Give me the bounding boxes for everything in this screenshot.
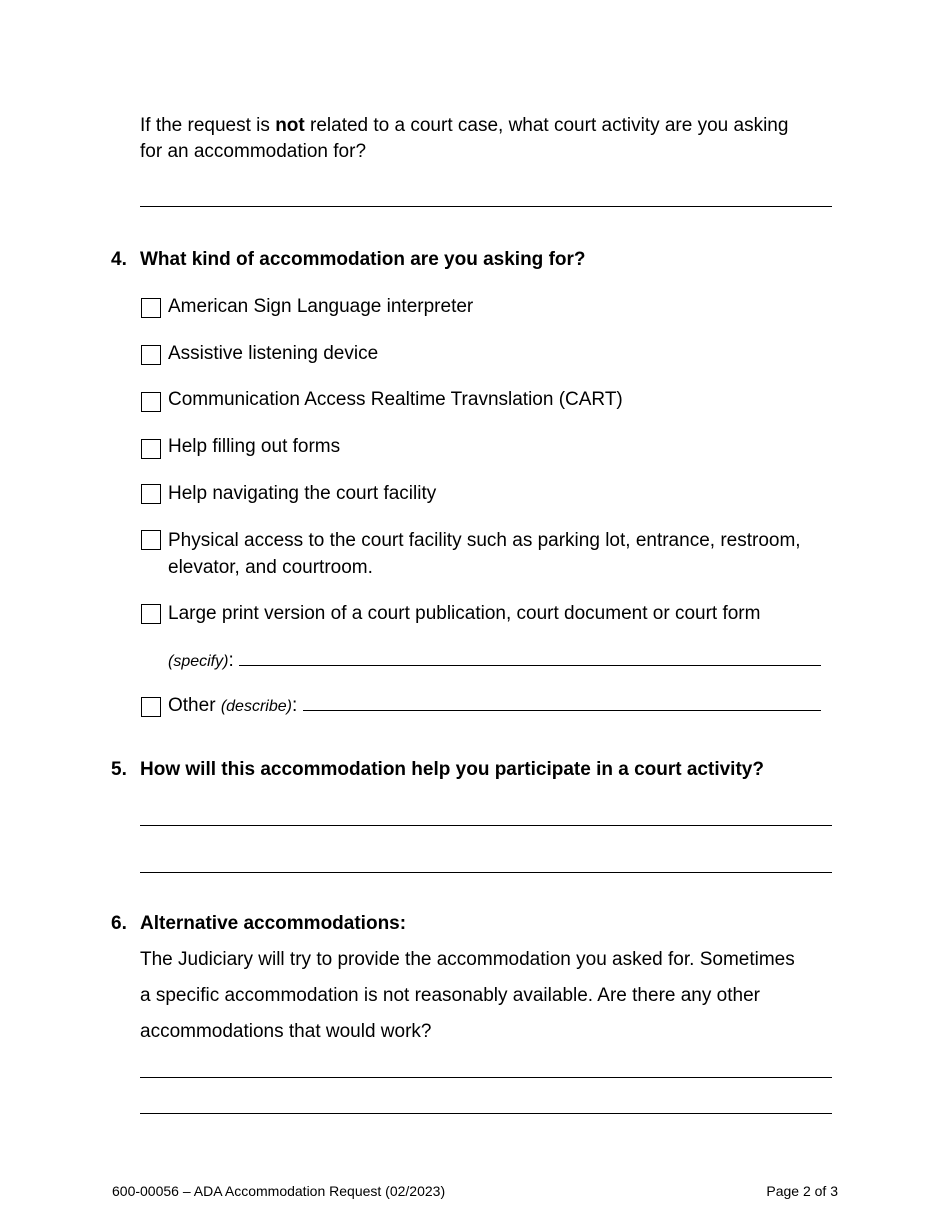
specify-colon: : [228,650,234,671]
physical-access-label-cont: elevator, and courtroom. [168,557,373,578]
large-print-label: Large print version of a court publication, court document or court form [168,603,761,624]
intro-question-line1 [140,113,788,139]
intro-text-pre: If the request is [140,115,276,136]
intro-question-line2: for an accommodation for? [140,141,367,162]
q6-answer-line-1[interactable] [140,1077,832,1078]
asl-interpreter-checkbox[interactable] [141,298,161,318]
footer-form-id: 600-00056 – ADA Accommodation Request (02/2023) [112,1183,446,1199]
q6-body-line-3: accommodations that would work? [140,1021,432,1042]
specify-input-line[interactable] [239,665,821,666]
navigation-help-label: Help navigating the court facility [168,483,437,504]
large-print-checkbox[interactable] [141,604,161,624]
asl-interpreter-label: American Sign Language interpreter [168,296,474,317]
q5-answer-line-2[interactable] [140,872,832,873]
intro-text-bold: not [275,115,305,136]
q6-body-line-1: The Judiciary will try to provide the accommodation you asked for. Sometimes [140,949,795,970]
forms-help-checkbox[interactable] [141,439,161,459]
q6-answer-line-2[interactable] [140,1113,832,1114]
q6-body-line-2: a specific accommodation is not reasonably available. Are there any other [140,985,760,1006]
forms-help-label: Help filling out forms [168,436,341,457]
q6-number: 6. [111,913,127,934]
footer-page-number: Page 2 of 3 [766,1183,838,1199]
specify-label: (specify) [168,653,229,670]
q4-title: What kind of accommodation are you asking for? [140,249,586,270]
other-input-line[interactable] [303,710,821,711]
q5-number: 5. [111,759,127,780]
q6-title: Alternative accommodations: [140,913,407,934]
describe-label: (describe) [220,698,292,715]
describe-colon: : [291,695,298,716]
q5-title: How will this accommodation help you participate in a court activity? [140,759,764,780]
other-row [168,693,821,720]
specify-row [168,648,821,675]
cart-label: Communication Access Realtime Travnslation (CART) [168,389,623,410]
assistive-listening-checkbox[interactable] [141,345,161,365]
q5-answer-line-1[interactable] [140,825,832,826]
intro-answer-line[interactable] [140,206,832,207]
physical-access-checkbox[interactable] [141,530,161,550]
q4-number: 4. [111,249,127,270]
cart-checkbox[interactable] [141,392,161,412]
navigation-help-checkbox[interactable] [141,484,161,504]
other-checkbox[interactable] [141,697,161,717]
physical-access-label: Physical access to the court facility such as parking lot, entrance, restroom, [168,530,801,551]
intro-text-post: related to a court case, what court activity are you asking [304,115,789,136]
assistive-listening-label: Assistive listening device [168,343,379,364]
other-label: Other [168,695,221,716]
